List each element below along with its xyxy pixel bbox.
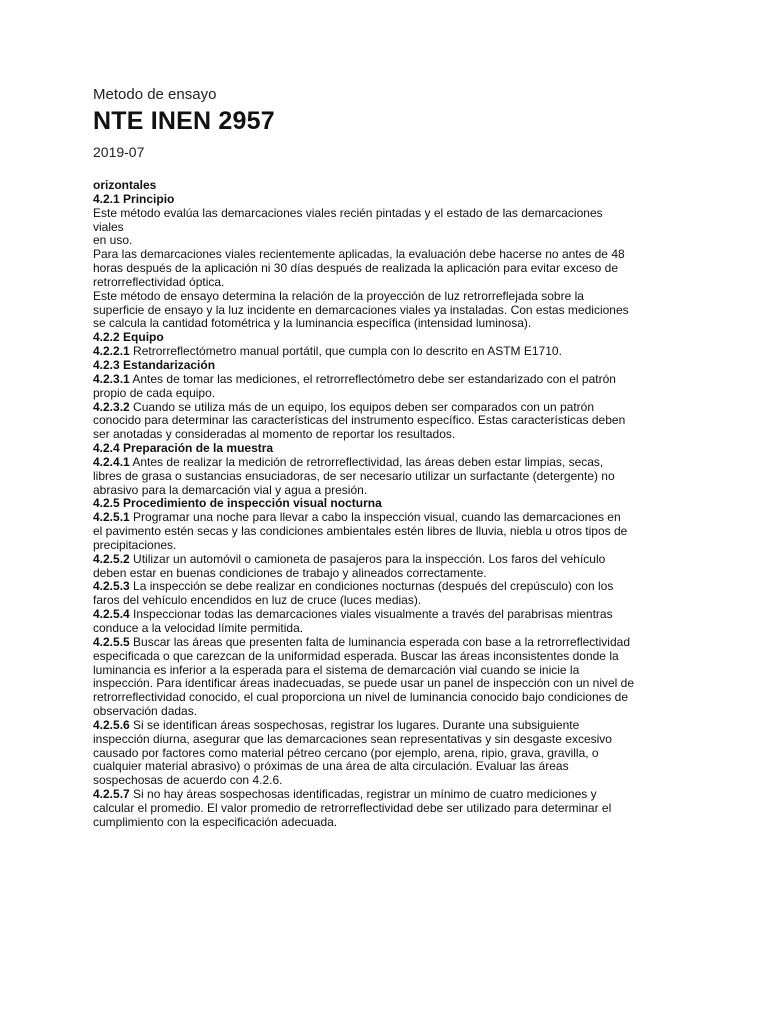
- paragraph-line: causado por factores como material pétreo cercano (por ejemplo, arena, ripio, grava, gravilla, o: [93, 745, 599, 760]
- paragraph-line: superficie de ensayo y la luz incidente en demarcaciones viales ya instaladas. Con estas mediciones: [93, 302, 629, 317]
- numbered-paragraph-line: [93, 580, 683, 594]
- paragraph-line: el pavimento estén secas y las condiciones ambientales estén libres de lluvia, niebla u otros tipos de: [93, 524, 628, 539]
- paragraph-line: horas después de la aplicación ni 30 días después de realizada la aplicación para evitar exceso de: [93, 261, 619, 276]
- numbered-paragraph-line: [93, 788, 683, 802]
- numbered-paragraph-line: [93, 373, 683, 387]
- document-title: NTE INEN 2957: [93, 107, 275, 135]
- document-subtitle: Metodo de ensayo: [93, 86, 217, 103]
- document-body: [93, 179, 683, 830]
- clause-text: Utilizar un automóvil o camioneta de pasajeros para la inspección. Los faros del vehículo: [129, 551, 606, 566]
- paragraph-line: conduce a la velocidad límite permitida.: [93, 621, 304, 635]
- section-heading: 4.2.3 Estandarización: [93, 357, 216, 372]
- numbered-paragraph-line: [93, 511, 683, 525]
- paragraph-line: inspección diurna, asegurar que las demarcaciones sean representativas y sin desgaste excesivo: [93, 731, 612, 746]
- clause-text: Buscar las áreas que presenten falta de luminancia esperada con base a la retrorreflectividad: [129, 634, 630, 649]
- paragraph-line: en uso.: [93, 233, 133, 248]
- clause-number: 4.2.5.1: [93, 510, 130, 525]
- paragraph-line: deben estar en buenas condiciones de trabajo y alineados correctamente.: [93, 565, 487, 580]
- paragraph-line: sospechosas de acuerdo con 4.2.6.: [93, 773, 283, 788]
- paragraph-line: se calcula la cantidad fotométrica y la luminancia específica (intensidad luminosa).: [93, 316, 532, 331]
- numbered-paragraph-line: [93, 401, 683, 415]
- clause-number: 4.2.5.7: [93, 787, 130, 802]
- clause-number: 4.2.4.1: [93, 454, 130, 469]
- paragraph-line: propio de cada equipo.: [93, 385, 216, 400]
- clause-text: Retrorreflectómetro manual portátil, que cumpla con lo descrito en ASTM E1710.: [129, 344, 562, 359]
- numbered-paragraph-line: [93, 636, 683, 650]
- clause-text: Antes de tomar las mediciones, el retrorreflectómetro debe ser estandarizado con el patrón: [129, 371, 616, 386]
- clause-number: 4.2.5.3: [93, 579, 130, 594]
- paragraph-line: observación dadas.: [93, 704, 198, 719]
- clause-number: 4.2.2.1: [93, 344, 130, 359]
- clause-text: Cuando se utiliza más de un equipo, los equipos deben ser comparados con un patrón: [129, 399, 595, 414]
- paragraph-line: ser anotadas y consideradas al momento de reportar los resultados.: [93, 427, 456, 442]
- paragraph-line: Este método evalúa las demarcaciones viales recién pintadas y el estado de las demarcaciones: [93, 205, 603, 220]
- numbered-paragraph-line: [93, 608, 683, 622]
- clause-number: 4.2.3.1: [93, 371, 130, 386]
- document-page: [93, 86, 683, 830]
- paragraph-line: abrasivo para la demarcación vial y agua a presión.: [93, 482, 368, 497]
- paragraph-line: Para las demarcaciones viales recientemente aplicadas, la evaluación debe hacerse no antes de 48: [93, 247, 625, 262]
- paragraph-line: libres de grasa o sustancias ensuciadoras, de ser necesario utilizar un surfactante (detergente) no: [93, 468, 615, 483]
- paragraph-line: precipitaciones.: [93, 537, 177, 552]
- clause-text: Si no hay áreas sospechosas identificadas, registrar un mínimo de cuatro mediciones y: [129, 787, 597, 802]
- section-heading: 4.2.1 Principio: [93, 191, 175, 206]
- paragraph-line: cualquier material abrasivo) o próximas de una área de alta circulación. Evaluar las áreas: [93, 759, 569, 774]
- clause-text: La inspección se debe realizar en condiciones nocturnas (después del crepúsculo) con los: [129, 579, 614, 594]
- clause-number: 4.2.3.2: [93, 399, 130, 414]
- paragraph-line: Este método de ensayo determina la relación de la proyección de luz retrorreflejada sobre la: [93, 288, 584, 303]
- numbered-paragraph-line: [93, 719, 683, 733]
- paragraph-line: retrorreflectividad conocido, el cual proporciona un nivel de luminancia conocido bajo condiciones de: [93, 690, 628, 705]
- paragraph-line: luminancia es inferior a la esperada para el sistema de demarcación vial cuando se inicie la: [93, 662, 580, 677]
- section-heading: orizontales: [93, 178, 157, 192]
- clause-text: Inspeccionar todas las demarcaciones viales visualmente a través del parabrisas mientras: [129, 607, 613, 622]
- numbered-paragraph-line: [93, 456, 683, 470]
- paragraph-line: faros del vehículo encendidos en luz de cruce (luces medias).: [93, 593, 422, 608]
- clause-text: Si se identifican áreas sospechosas, registrar los lugares. Durante una subsiguiente: [129, 717, 580, 732]
- clause-text: Antes de realizar la medición de retrorreflectividad, las áreas deben estar limpias, secas,: [129, 454, 604, 469]
- clause-number: 4.2.5.6: [93, 717, 130, 732]
- section-heading: 4.2.5 Procedimiento de inspección visual nocturna: [93, 496, 382, 511]
- paragraph-line: calcular el promedio. El valor promedio de retrorreflectividad debe ser utilizado para determinar el: [93, 800, 612, 815]
- numbered-paragraph-line: [93, 345, 683, 359]
- clause-number: 4.2.5.5: [93, 634, 130, 649]
- paragraph-line: conocido para determinar las características del instrumento específico. Estas características deben: [93, 413, 626, 428]
- numbered-paragraph-line: [93, 553, 683, 567]
- paragraph-line: cumplimiento con la especificación adecuada.: [93, 814, 338, 829]
- clause-text: Programar una noche para llevar a cabo la inspección visual, cuando las demarcaciones en: [129, 510, 621, 525]
- clause-number: 4.2.5.4: [93, 607, 130, 622]
- document-date: 2019-07: [93, 144, 145, 160]
- paragraph-line: inspección. Para identificar áreas inadecuadas, se puede usar un panel de inspección con un nivel de: [93, 676, 635, 691]
- section-heading: 4.2.4 Preparación de la muestra: [93, 441, 274, 456]
- paragraph-line: retrorreflectividad óptica.: [93, 274, 225, 289]
- paragraph-line: especificada o que carezcan de la uniformidad esperada. Buscar las áreas inconsistentes donde la: [93, 648, 619, 663]
- section-heading: 4.2.2 Equipo: [93, 330, 164, 345]
- clause-number: 4.2.5.2: [93, 551, 130, 566]
- paragraph-line: viales: [93, 219, 124, 234]
